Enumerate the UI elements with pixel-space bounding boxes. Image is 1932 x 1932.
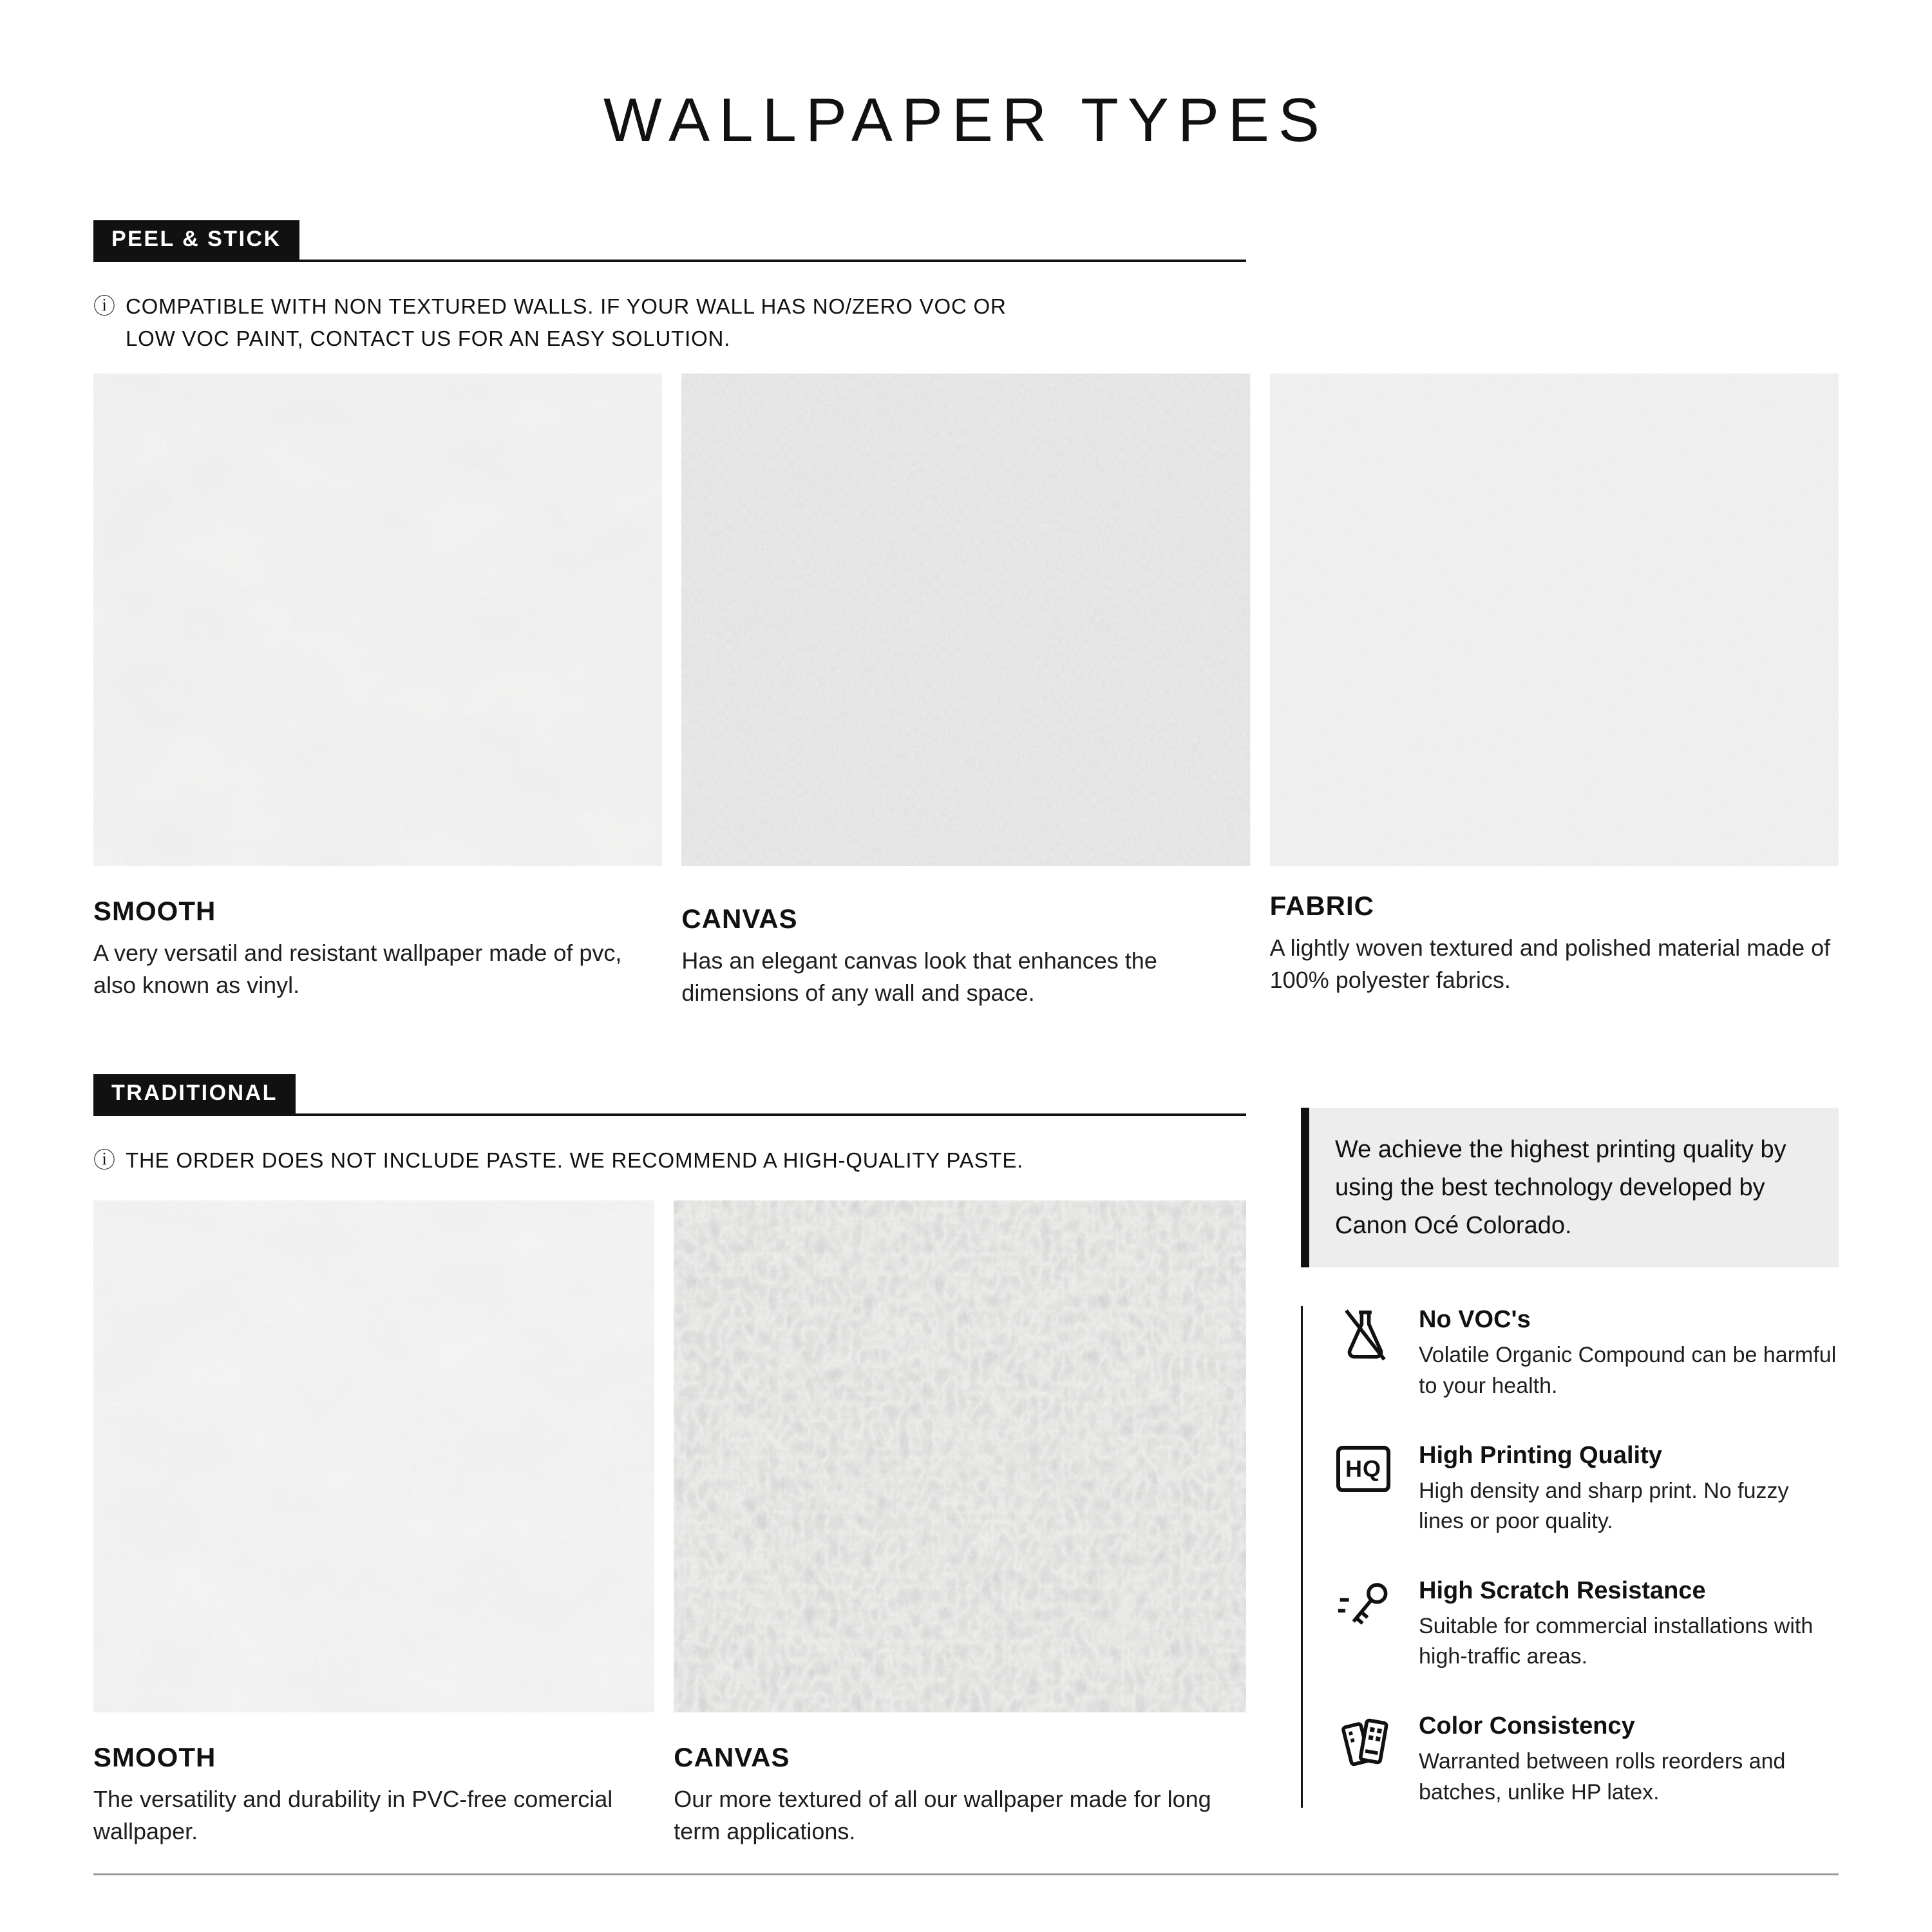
swatch-card-smooth-traditional (93, 1200, 654, 1848)
feature-no-voc (1336, 1306, 1839, 1401)
color-consistency-icon (1336, 1712, 1394, 1808)
info-icon: ⓘ (93, 294, 115, 319)
feature-text (1419, 1712, 1839, 1808)
swatch-caption (1270, 891, 1839, 997)
peel-stick-note (93, 290, 1839, 354)
swatch-card-fabric (1270, 374, 1839, 1010)
swatch-caption (681, 904, 1250, 1010)
feature-text (1419, 1306, 1839, 1401)
swatch-description: A very versatil and resistant wallpaper made of pvc, also known as vinyl. (93, 940, 622, 999)
fabric-texture-image (1270, 374, 1839, 866)
peel-stick-swatch-row (93, 374, 1839, 1010)
hq-badge: HQ (1336, 1446, 1390, 1492)
info-icon: ⓘ (93, 1148, 115, 1173)
traditional-section (93, 1074, 1246, 1848)
swatch-description: Has an elegant canvas look that enhances the dimensions of any wall and space. (681, 947, 1157, 1007)
traditional-swatch-row (93, 1200, 1246, 1848)
hq-icon (1336, 1442, 1394, 1537)
traditional-note (93, 1144, 1246, 1177)
swatch-card-canvas-traditional (674, 1200, 1246, 1848)
canvas-traditional-texture-image (674, 1200, 1246, 1712)
swatch-description: Our more textured of all our wallpaper made for long term applications. (674, 1785, 1211, 1845)
traditional-label: TRADITIONAL (93, 1074, 296, 1113)
swatch-name: CANVAS (681, 904, 798, 934)
swatch-card-canvas (681, 374, 1250, 1010)
swatch-caption (93, 1742, 654, 1848)
smooth-traditional-texture-image (93, 1200, 654, 1712)
peel-stick-section (93, 156, 1839, 1010)
quality-panel (1301, 1074, 1839, 1848)
feature-description: Warranted between rolls reorders and batches, unlike HP latex. (1419, 1749, 1786, 1804)
features-list (1301, 1306, 1839, 1808)
bottom-divider (93, 1873, 1839, 1875)
feature-title: No VOC's (1419, 1306, 1531, 1334)
peel-stick-header (93, 220, 1246, 262)
feature-text (1419, 1442, 1839, 1537)
feature-description: Volatile Organic Compound can be harmful to your health. (1419, 1343, 1837, 1399)
peel-stick-label: PEEL & STICK (93, 220, 299, 260)
feature-title: High Scratch Resistance (1419, 1577, 1706, 1604)
feature-text (1419, 1577, 1839, 1672)
swatch-name: SMOOTH (93, 1741, 216, 1772)
swatch-description: The versatility and durability in PVC-free comercial wallpaper. (93, 1785, 613, 1845)
no-voc-icon (1336, 1306, 1394, 1401)
swatch-caption (93, 896, 662, 1002)
swatch-name: FABRIC (1269, 891, 1374, 921)
page-title: WALLPAPER TYPES (603, 86, 1329, 155)
feature-high-printing-quality (1336, 1442, 1839, 1537)
smooth-texture-image (93, 374, 662, 866)
peel-stick-note-text: COMPATIBLE WITH NON TEXTURED WALLS. IF YOUR WALL HAS NO/ZERO VOC OR LOW VOC PAINT, CONTACT US FOR AN EASY SOLUTION. (126, 294, 1007, 350)
feature-color-consistency (1336, 1712, 1839, 1808)
swatch-name: CANVAS (674, 1741, 790, 1772)
feature-title: High Printing Quality (1419, 1441, 1662, 1469)
feature-scratch-resistance (1336, 1577, 1839, 1672)
feature-description: Suitable for commercial installations with high-traffic areas. (1419, 1613, 1814, 1669)
quality-highlight: We achieve the highest printing quality by using the best technology developed by Canon Océ Colorado. (1301, 1108, 1839, 1268)
feature-description: High density and sharp print. No fuzzy lines or poor quality. (1419, 1478, 1789, 1534)
traditional-header (93, 1074, 1246, 1116)
swatch-description: A lightly woven textured and polished material made of 100% polyester fabrics. (1269, 934, 1831, 994)
swatch-caption (674, 1742, 1246, 1848)
canvas-texture-image (681, 374, 1250, 866)
swatch-name: SMOOTH (93, 896, 216, 926)
feature-title: Color Consistency (1419, 1712, 1635, 1740)
swatch-card-smooth (93, 374, 662, 1010)
scratch-resistance-icon (1336, 1577, 1394, 1672)
traditional-note-text: THE ORDER DOES NOT INCLUDE PASTE. WE RECOMMEND A HIGH-QUALITY PASTE. (126, 1148, 1024, 1172)
lower-area (93, 1074, 1839, 1848)
